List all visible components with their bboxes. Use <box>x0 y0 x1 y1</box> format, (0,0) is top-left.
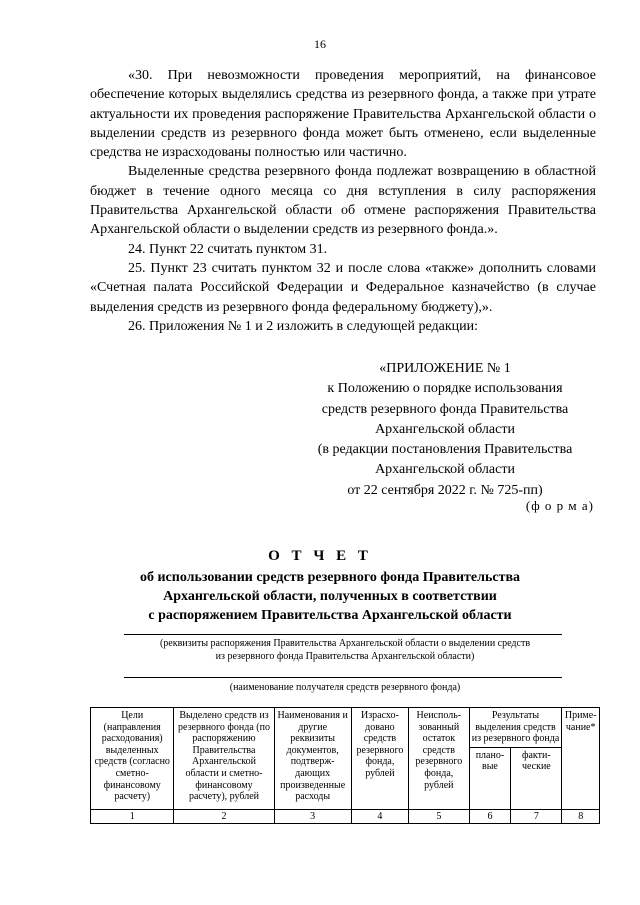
requisites-caption <box>100 637 590 663</box>
appendix-line: к Положению о порядке использования <box>327 381 563 397</box>
header-actual: факти-ческие <box>511 747 562 809</box>
appendix-header <box>300 359 590 501</box>
header-results: Результаты выделения средств из резервного фонда <box>469 708 562 748</box>
report-subtitle-line: с распоряжением Правительства Архангельской области <box>148 608 512 623</box>
column-number: 4 <box>351 809 408 824</box>
caption-line: из резервного фонда Правительства Архангельской области) <box>215 651 475 662</box>
header-allocated: Выделено средств из резервного фонда (по распоряжению Правительства Архангельской области и сметно-финансовому расчету), рублей <box>174 708 274 810</box>
caption-line: (реквизиты распоряжения Правительства Архангельской области о выделении средств <box>159 638 531 649</box>
header-goals: Цели (направления расходования) выделенных средств (согласно сметно-финансовому расчету) <box>91 708 174 810</box>
appendix-line: средств резервного фонда Правительства <box>321 401 569 417</box>
appendix-line: (в редакции постановления Правительства <box>317 442 573 458</box>
report-subtitle-line: об использовании средств резервного фонда Правительства <box>139 570 521 585</box>
form-label: (ф о р м а) <box>525 498 594 513</box>
column-number: 5 <box>409 809 469 824</box>
header-planned: плано-вые <box>469 747 511 809</box>
column-number: 6 <box>469 809 511 824</box>
header-unused: Неисполь-зованный остаток средств резервного фонда, рублей <box>409 708 469 810</box>
appendix-line: Архангельской области <box>375 462 515 478</box>
report-table <box>90 707 600 824</box>
page-number: 16 <box>314 37 326 51</box>
table-header-row <box>91 708 600 748</box>
appendix-line: Архангельской области <box>375 421 515 437</box>
paragraph-25: 25. Пункт 23 считать пунктом 32 и после слова «также» дополнить словами «Счетная палата Российской Федерации и Федеральное казначейство (в случае выделения средств из резервного фонда федеральному бюджету),». <box>90 260 596 315</box>
appendix-title: «ПРИЛОЖЕНИЕ № 1 <box>379 361 511 376</box>
paragraph-24: 24. Пункт 22 считать пунктом 31. <box>128 241 328 257</box>
column-number: 2 <box>174 809 274 824</box>
recipient-line <box>124 677 562 678</box>
column-number: 8 <box>562 809 600 824</box>
paragraph-30: «30. При невозможности проведения мероприятий, на финансовое обеспечение которых выделялись средства из резервного фонда, а также при утрате актуальности их проведения распоряжение Правительства Архангельской области о выделении средств из резервного фонда может быть отменено, если выделенные средства не израсходованы полностью или частично. <box>90 68 596 161</box>
requisites-line <box>124 634 562 635</box>
report-subtitle-line: Архангельской области, полученных в соответствии <box>163 589 497 604</box>
header-note: Приме-чание* <box>562 708 600 810</box>
paragraph-funds-return: Выделенные средства резервного фонда подлежат возвращению в областной бюджет в течение одного месяца со дня вступления в силу распоряжения Правительства Архангельской области об отмене распоряжения Правительства Архангельской области о выделении средств из резервного фонда.». <box>90 164 596 238</box>
column-number: 7 <box>511 809 562 824</box>
report-subtitle <box>110 568 550 625</box>
paragraph-26: 26. Приложения № 1 и 2 изложить в следующей редакции: <box>128 318 478 334</box>
recipient-caption: (наименование получателя средств резервного фонда) <box>229 682 461 693</box>
header-spent: Израсхо-довано средств резервного фонда, рублей <box>351 708 408 810</box>
column-number: 1 <box>91 809 174 824</box>
appendix-line: от 22 сентября 2022 г. № 725-пп) <box>347 482 543 498</box>
document-body <box>90 66 596 336</box>
report-title: О Т Ч Е Т <box>268 548 372 564</box>
header-documents: Наименования и другие реквизиты документов, подтверж-дающих произведенные расходы <box>274 708 351 810</box>
column-number: 3 <box>274 809 351 824</box>
table-number-row <box>91 809 600 824</box>
